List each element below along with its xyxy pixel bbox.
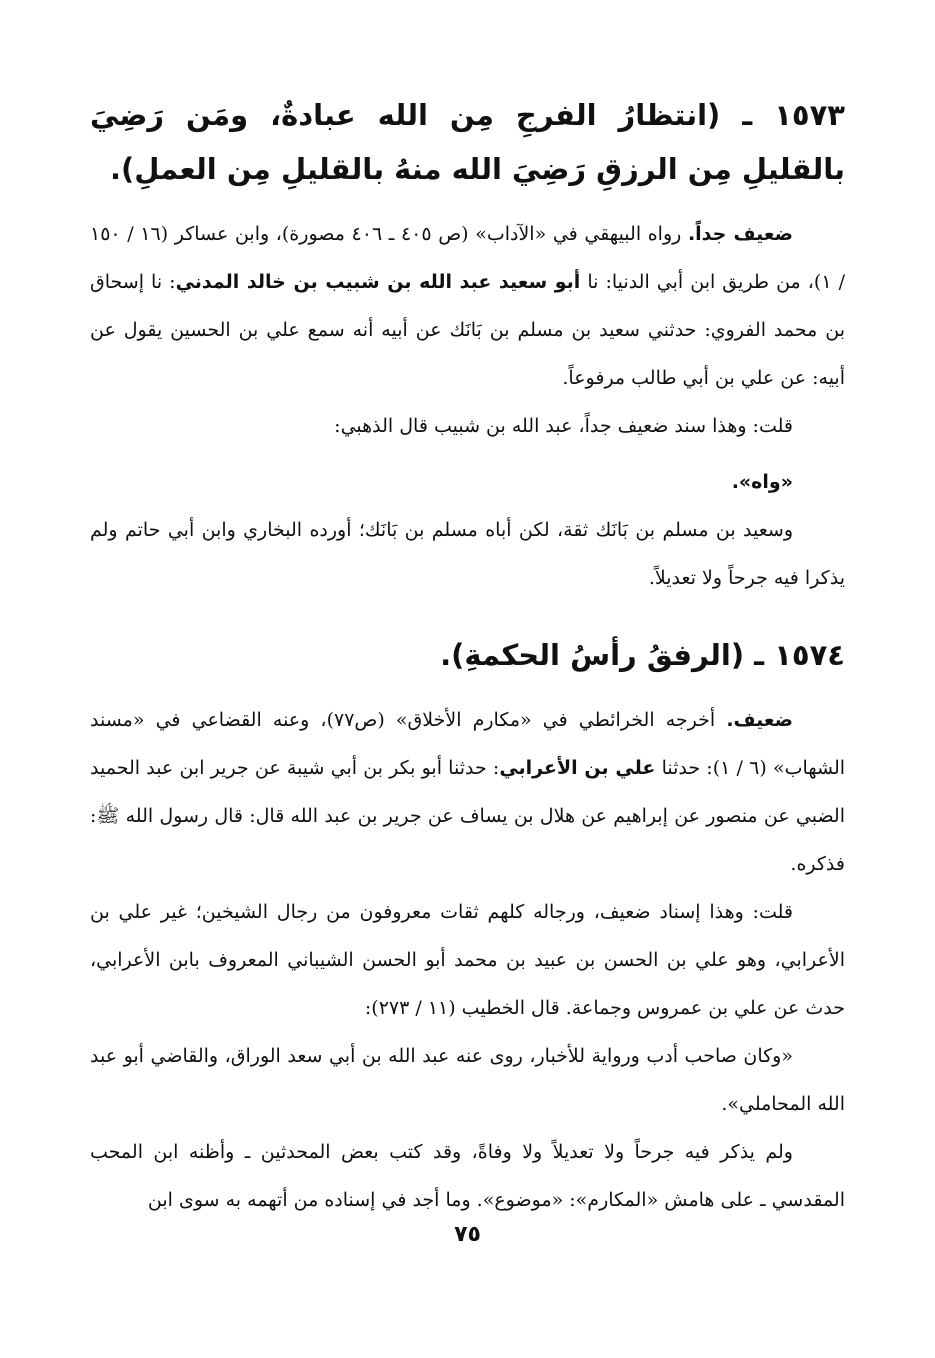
narrator-name: علي بن الأعرابي (499, 757, 656, 779)
grading-label: ضعيف جداً. (687, 223, 793, 245)
note-paragraph-1573: وسعيد بن مسلم بن بَانَك ثقة، لكن أباه مسلم بن بَانَك؛ أورده البخاري وابن أبي حاتم ولم يذكرا فيه جرحاً ولا تعديلاً. (90, 519, 845, 589)
quote-paragraph-1574: «وكان صاحب أدب ورواية للأخبار، روى عنه عبد الله بن أبي سعد الوراق، والقاضي أبو عبد الله المحاملي». (90, 1045, 845, 1115)
page-number: ٧٥ (454, 1222, 481, 1247)
note-paragraph-1574: ولم يذكر فيه جرحاً ولا تعديلاً ولا وفاةً، وقد كتب بعض المحدثين ـ وأظنه ابن المحب المقدسي ـ على هامش «المكارم»: «موضوع». وما أجد في إسناده من أتهمه به سوى ابن (90, 1141, 845, 1211)
takhrij-text: أخرجه الخرائطي في «مكارم الأخلاق» (ص٧٧)، وعنه القضاعي في «مسند الشهاب» (٦ / ١): حدثنا (90, 709, 846, 779)
hadith-heading-1574: ١٥٧٤ ـ (الرفقُ رأسُ الحكمةِ). (440, 638, 845, 672)
takhrij-text-cont: : حدثنا أبو بكر بن أبي شيبة عن جرير ابن عبد الحميد الضبي عن منصور عن إبراهيم عن هلال بن يساف عن جرير بن عبد الله قال: قال رسول الله ﷺ: فذكره. (90, 757, 845, 875)
quote-paragraph-1573: «واه». (731, 471, 793, 493)
page-content (90, 88, 845, 1224)
takhrij-text-cont: : نا إسحاق بن محمد الفروي: حدثني سعيد بن مسلم بن بَانَك عن أبيه أنه سمع علي بن الحسين يقول عن أبيه: عن علي بن أبي طالب مرفوعاً. (90, 271, 845, 389)
comment-paragraph-1574: قلت: وهذا إسناد ضعيف، ورجاله كلهم ثقات معروفون من رجال الشيخين؛ غير علي بن الأعرابي، وهو علي بن الحسن بن عبيد بن محمد أبو الحسن الشيباني المعروف بابن الأعرابي، حدث عن علي بن عمروس وجماعة. قال الخطيب (١١ / ٢٧٣): (90, 901, 845, 1019)
grading-label: ضعيف. (726, 709, 793, 731)
narrator-name: أبو سعيد عبد الله بن شبيب بن خالد المدني (175, 271, 581, 293)
hadith-heading-1573: ١٥٧٣ ـ (انتظارُ الفرجِ مِن الله عبادةٌ، ومَن رَضِيَ بالقليلِ مِن الرزقِ رَضِيَ الله منهُ بالقليلِ مِن العملِ). (90, 98, 845, 186)
comment-paragraph-1573: قلت: وهذا سند ضعيف جداً، عبد الله بن شبيب قال الذهبي: (334, 415, 793, 437)
takhrij-text: رواه البيهقي في «الآداب» (ص ٤٠٥ ـ ٤٠٦ مصورة)، وابن عساكر (١٦ / ١٥٠ / ١)، من طريق ابن أبي الدنيا: نا (90, 223, 845, 293)
takhrij-paragraph-1574 (90, 696, 845, 888)
takhrij-paragraph-1573 (90, 210, 845, 402)
